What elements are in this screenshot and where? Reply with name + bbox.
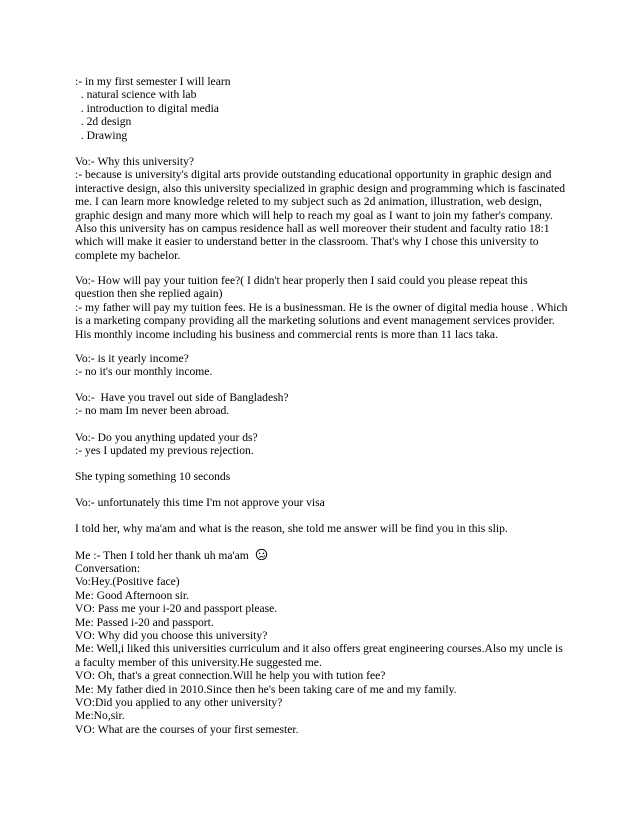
text-line: . Drawing [75, 128, 128, 142]
text-line: . introduction to digital media [75, 101, 219, 115]
conversation-line: Me:No,sir. [75, 709, 125, 723]
paragraph-block [75, 75, 575, 142]
conversation-line: VO: Why did you choose this university? [75, 629, 268, 643]
text-line: :- no mam Im never been abroad. [75, 404, 230, 418]
text-line: interactive design, also this university specialized in graphic design and programming which is fascinated [75, 181, 566, 195]
conversation-line: a faculty member of this university.He suggested me. [75, 655, 322, 669]
text-line: complete my bachelor. [75, 248, 181, 262]
paragraph-block [75, 155, 575, 262]
me-line-text [75, 548, 575, 562]
text-line: She typing something 10 seconds [75, 470, 231, 483]
conversation-line: VO: Oh, that's a great connection.Will he help you with tution fee? [75, 669, 386, 683]
text-line: Also this university has on campus residence hall as well moreover their student and faculty ratio 18:1 [75, 222, 550, 236]
text-line: :- yes I updated my previous rejection. [75, 444, 254, 458]
text-line: graphic design and many more which will help to reach my goal as I want to join my father's company. [75, 208, 553, 222]
text-line: . natural science with lab [75, 88, 197, 102]
text-line: :- in my first semester I will learn [75, 75, 231, 88]
paragraph-block [75, 391, 575, 418]
paragraph-block [75, 431, 575, 458]
me-line [75, 548, 575, 562]
text-line: Vo:- unfortunately this time I'm not approve your visa [75, 496, 325, 509]
me-line-label: Me :- Then I told her thank uh ma'am [75, 549, 249, 562]
conversation-line: Me: Good Afternoon sir. [75, 588, 189, 602]
conversation-line: Me: My father died in 2010.Since then he's been taking care of me and my family. [75, 682, 457, 696]
paragraph-block [75, 496, 575, 509]
paragraph-block [75, 274, 575, 341]
text-line: :- my father will pay my tuition fees. He is a businessman. He is the owner of digital media house . Which [75, 300, 568, 314]
conversation-line: Vo:Hey.(Positive face) [75, 575, 180, 589]
text-line: His monthly income including his business and commercial rents is more than 11 lacs taka. [75, 327, 498, 341]
conversation-line: VO: What are the courses of your first semester. [75, 722, 299, 736]
text-line: me. I can learn more knowledge releted to my subject such as 2d animation, illustration, web design, [75, 195, 542, 209]
text-line: I told her, why ma'am and what is the reason, she told me answer will be find you in this slip. [75, 522, 508, 535]
text-line: Vo:- is it yearly income? [75, 352, 189, 365]
text-line: Vo:- Have you travel out side of Bangladesh? [75, 391, 289, 404]
sad-face-icon [255, 548, 268, 561]
text-line: Vo:- How will pay your tuition fee?( I didn't hear properly then I said could you please repeat this [75, 274, 528, 287]
paragraph-block [75, 352, 575, 379]
text-line: which will make it easier to understand better in the classroom. That's why I chose this university to [75, 235, 539, 249]
conversation-block [75, 562, 575, 736]
conversation-line: VO: Pass me your i-20 and passport please. [75, 602, 278, 616]
text-line: Vo:- Do you anything updated your ds? [75, 431, 258, 444]
conversation-line: VO:Did you applied to any other university? [75, 696, 283, 710]
conversation-line: Conversation: [75, 562, 141, 575]
text-line: question then she replied again) [75, 287, 223, 301]
paragraph-block [75, 522, 575, 535]
conversation-line: Me: Well,i liked this universities curriculum and it also offers great engineering courses.Also my uncle is [75, 642, 563, 656]
paragraph-block [75, 470, 575, 483]
text-line: is a marketing company providing all the marketing solutions and event management services provider. [75, 314, 555, 328]
text-line: Vo:- Why this university? [75, 155, 195, 168]
text-line: . 2d design [75, 115, 132, 129]
text-line: :- because is university's digital arts provide outstanding educational opportunity in graphic design and [75, 168, 552, 182]
text-line: :- no it's our monthly income. [75, 365, 213, 379]
conversation-line: Me: Passed i-20 and passport. [75, 615, 214, 629]
